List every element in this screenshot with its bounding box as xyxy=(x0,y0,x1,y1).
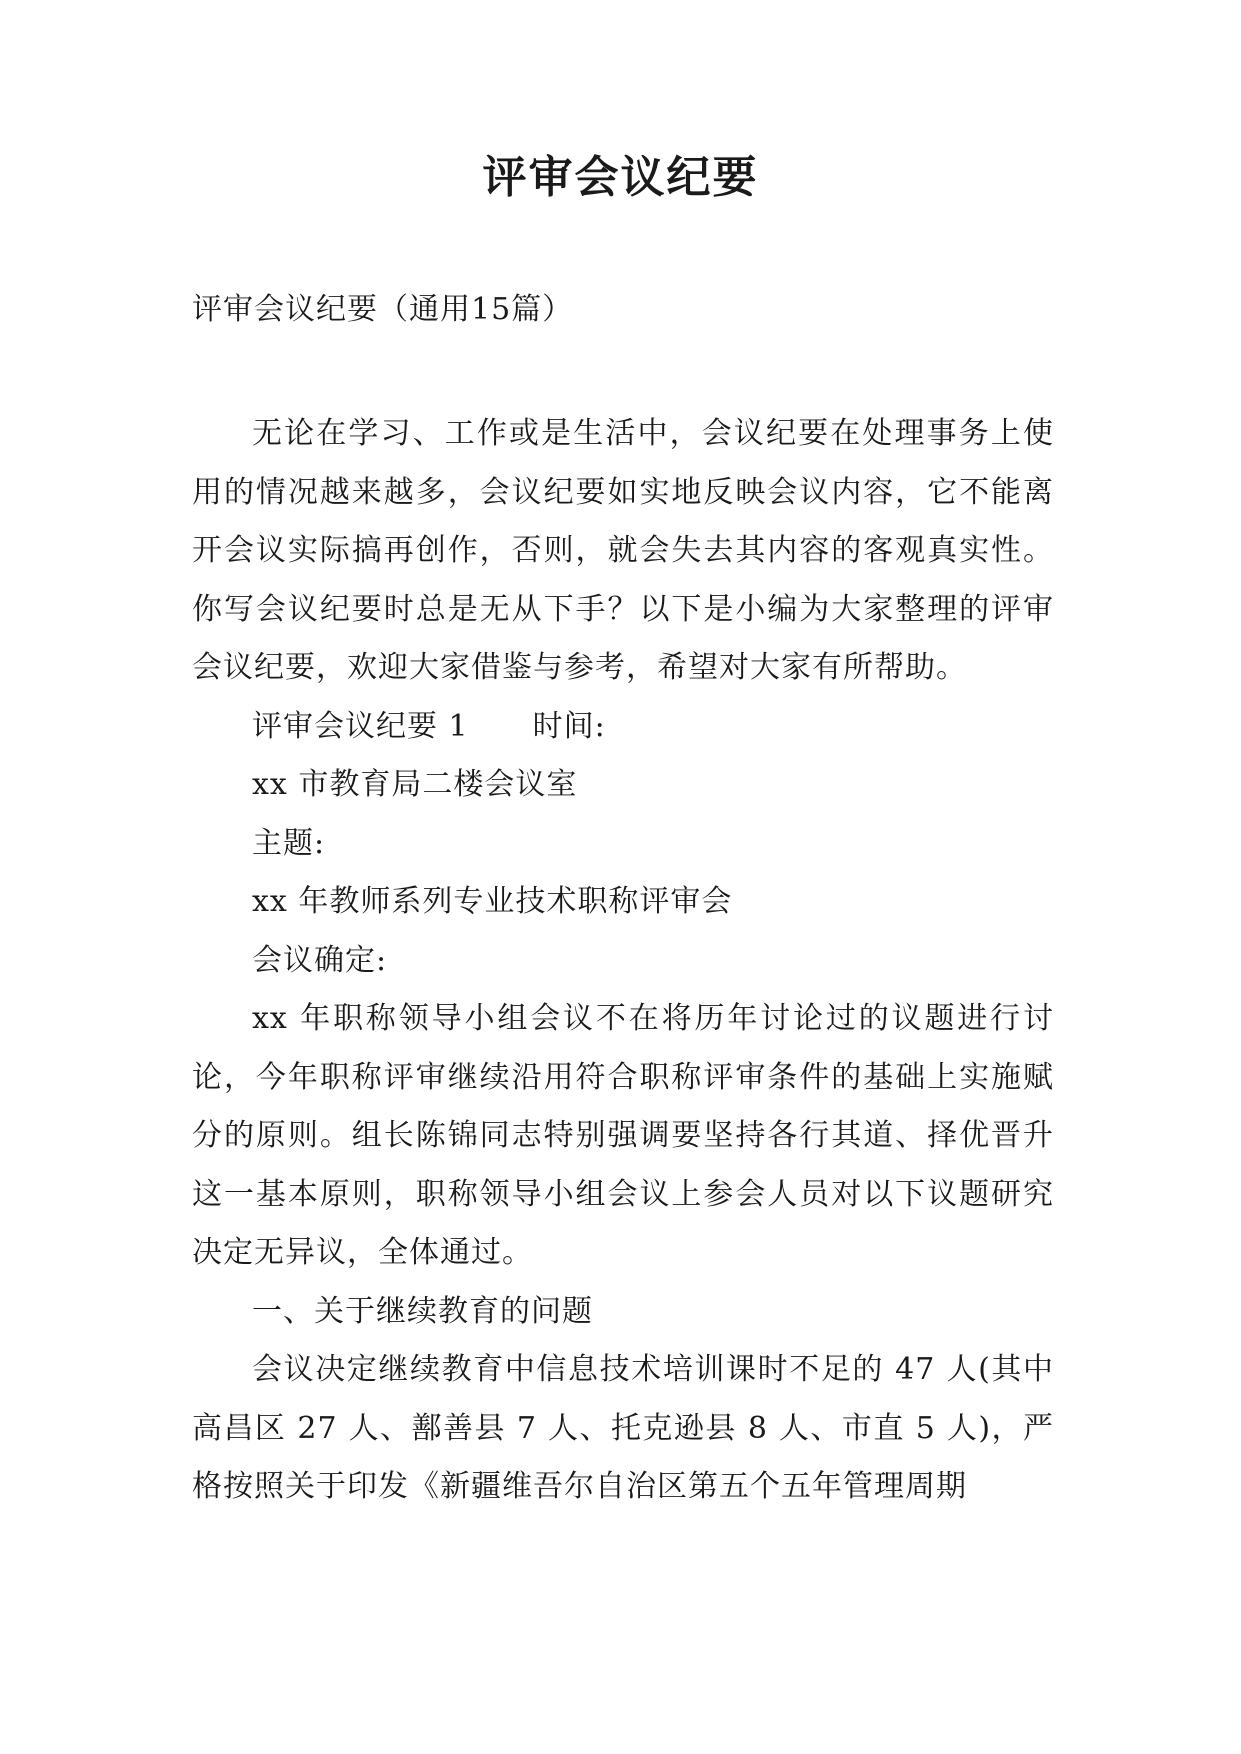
location-line: xx 市教育局二楼会议室 xyxy=(252,767,578,802)
item1-heading: 一、关于继续教育的问题 xyxy=(252,1293,593,1329)
document-body xyxy=(192,405,1054,1517)
document-title: 评审会议纪要 xyxy=(482,152,759,203)
intro-paragraph: 无论在学习、工作或是生活中，会议纪要在处理事务上使用的情况越来越多，会议纪要如实地反映会议内容，它不能离开会议实际搞再创作，否则，就会失去其内容的客观真实性。你写会议纪要时总是无从下手？以下是小编为大家整理的评审会议纪要，欢迎大家借鉴与参考，希望对大家有所帮助。 xyxy=(192,416,1054,685)
item1-paragraph: 会议决定继续教育中信息技术培训课时不足的 47 人(其中高昌区 27 人、鄯善县 7 人、托克逊县 8 人、市直 5 人)，严格按照关于印发《新疆维吾尔自治区第五个五年管理周期 xyxy=(192,1352,1054,1504)
decision-label: 会议确定: xyxy=(252,942,388,978)
topic-label: 主题: xyxy=(252,825,326,861)
section-heading-line xyxy=(192,698,1054,757)
topic-line: xx 年教师系列专业技术职称评审会 xyxy=(252,884,733,919)
document-subtitle: 评审会议纪要（通用15篇） xyxy=(192,292,574,327)
decision-paragraph: xx 年职称领导小组会议不在将历年讨论过的议题进行讨论，今年职称评审继续沿用符合职称评审条件的基础上实施赋分的原则。组长陈锦同志特别强调要坚持各行其道、择优晋升这一基本原则，职称领导小组会议上参会人员对以下议题研究决定无异议，全体通过。 xyxy=(192,1001,1054,1270)
section-heading: 评审会议纪要 1 xyxy=(252,708,469,744)
time-label: 时间: xyxy=(532,708,606,744)
